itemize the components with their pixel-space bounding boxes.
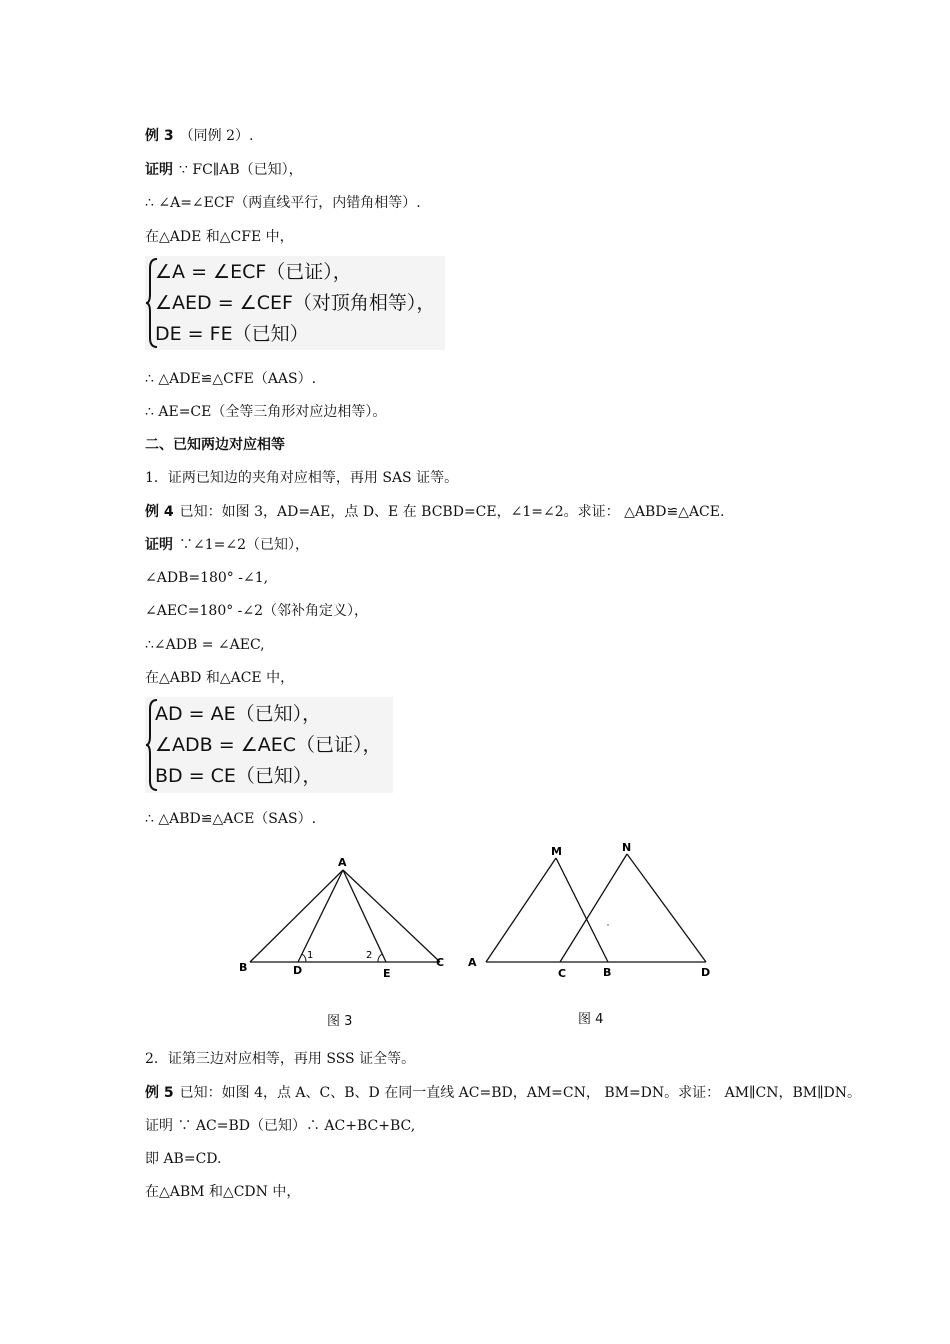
- text-line: 证明 ∵ AC=BD（已知）∴ AC+BC+BC,: [145, 1118, 416, 1134]
- proof-line: [145, 161, 303, 179]
- equation-system-1: [145, 256, 445, 350]
- text-line: 在△ABD 和△ACE 中，: [145, 670, 295, 686]
- proof-line: [145, 536, 309, 554]
- text-line: 即 AB=CD.: [145, 1151, 222, 1167]
- proof-label: 证明: [145, 537, 173, 553]
- line-bm: [556, 858, 608, 962]
- point-label-a: A: [338, 856, 347, 869]
- point-label-d: D: [701, 966, 711, 979]
- example-label: 例 4: [145, 504, 174, 520]
- angle-label-2: 2: [366, 950, 373, 961]
- text-line: ∠AEC=180° -∠2（邻补角定义），: [145, 603, 369, 619]
- example-text: 已知：如图 3，AD=AE，点 D、E 在 BCBD=CE，∠1=∠2。求证： △ABD≌△ACE.: [179, 504, 725, 520]
- example-text: （同例 2）.: [179, 128, 254, 144]
- proof-text: ∵∠1=∠2（已知），: [179, 537, 310, 553]
- text-line: 在△ADE 和△CFE 中，: [145, 229, 294, 245]
- text-line: ∴∠ADB = ∠AEC,: [145, 637, 265, 653]
- text-line: ∴ AE=CE（全等三角形对应边相等）。: [145, 404, 387, 420]
- line-am: [486, 858, 556, 962]
- point-label-b: B: [239, 961, 248, 974]
- figure-3-diagram: [230, 850, 460, 985]
- example-text: 已知：如图 4，点 A、C、B、D 在同一直线 AC=BD，AM=CN， BM=DN。求证： AM∥CN，BM∥DN。: [179, 1085, 862, 1101]
- proof-text: ∵ FC∥AB（已知），: [179, 162, 303, 178]
- text-line: ∴ △ABD≌△ACE（SAS）.: [145, 811, 317, 827]
- example-3-heading: [145, 127, 253, 145]
- system-row: AD = AE（已知），: [155, 703, 322, 725]
- text-line: ∴ ∠A=∠ECF（两直线平行，内错角相等）.: [145, 195, 421, 211]
- example-label: 例 5: [145, 1085, 174, 1101]
- figure-3-caption: 图 3: [327, 1014, 353, 1029]
- point-label-e: E: [383, 967, 391, 980]
- system-row: ∠A = ∠ECF（已证），: [155, 261, 352, 283]
- line-ad: [298, 870, 343, 962]
- text-line: 1．证两已知边的夹角对应相等，再用 SAS 证等。: [145, 470, 459, 486]
- line-ac: [343, 870, 440, 962]
- system-row: ∠ADB = ∠AEC（已证），: [155, 734, 382, 756]
- text-line: ∠ADB=180° -∠1,: [145, 570, 269, 586]
- section-heading: 二、已知两边对应相等: [145, 437, 285, 453]
- line-cn: [560, 854, 627, 962]
- line-ab: [250, 870, 343, 962]
- angle-2-arc: [378, 954, 382, 962]
- figure-4-caption: 图 4: [578, 1012, 604, 1027]
- line-dn: [627, 854, 706, 962]
- text-line: 2．证第三边对应相等，再用 SSS 证全等。: [145, 1051, 416, 1067]
- angle-1-arc: [302, 954, 306, 962]
- point-label-n: N: [622, 841, 632, 854]
- stray-dot: [607, 924, 609, 926]
- equation-system-2: [145, 697, 393, 793]
- example-5-heading: [145, 1084, 861, 1102]
- system-row: BD = CE（已知），: [155, 765, 322, 787]
- text-line: 在△ABM 和△CDN 中，: [145, 1184, 301, 1200]
- system-row: ∠AED = ∠CEF（对顶角相等），: [155, 292, 436, 314]
- point-label-c: C: [558, 967, 567, 980]
- figure-4-diagram: [462, 838, 720, 988]
- angle-label-1: 1: [307, 950, 314, 961]
- example-4-heading: [145, 503, 724, 521]
- system-row: DE = FE（已知）: [155, 323, 309, 345]
- point-label-a: A: [468, 956, 477, 969]
- point-label-m: M: [551, 845, 562, 858]
- point-label-d: D: [293, 964, 303, 977]
- point-label-b: B: [603, 966, 612, 979]
- point-label-c: C: [436, 956, 445, 969]
- example-label: 例 3: [145, 128, 174, 144]
- line-ae: [343, 870, 386, 962]
- proof-label: 证明: [145, 162, 173, 178]
- text-line: ∴ △ADE≌△CFE（AAS）.: [145, 371, 317, 387]
